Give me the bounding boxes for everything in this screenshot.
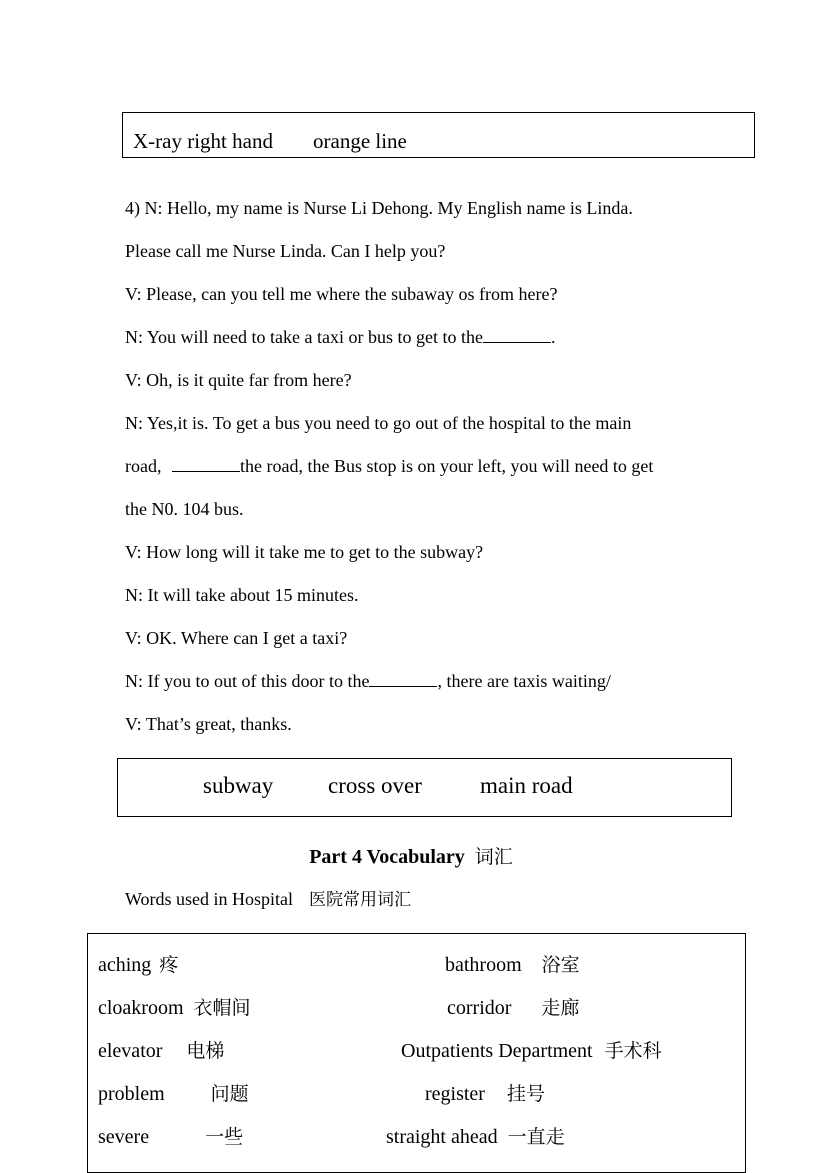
dialogue-line: 4) N: Hello, my name is Nurse Li Dehong. My English name is Linda. bbox=[125, 198, 633, 218]
section-heading bbox=[0, 842, 822, 869]
dialogue-line: N: If you to out of this door to the , there are taxis waiting/ bbox=[125, 671, 611, 691]
dialogue-line: V: That’s great, thanks. bbox=[125, 714, 292, 734]
vocab-item: corridor 走廊 bbox=[447, 997, 580, 1019]
dialogue-line: V: How long will it take me to get to the subway? bbox=[125, 542, 484, 562]
box2-word-3: main road bbox=[480, 773, 573, 798]
vocab-item: aching 疼 bbox=[98, 954, 179, 976]
vocab-item: register 挂号 bbox=[425, 1083, 545, 1105]
answer-box-1 bbox=[122, 112, 755, 158]
box1-word-2: orange line bbox=[313, 129, 407, 153]
box1-word-1: X-ray right hand bbox=[133, 129, 273, 153]
box2-word-2: cross over bbox=[328, 773, 422, 798]
fill-blank bbox=[172, 470, 240, 472]
dialogue-line: V: Oh, is it quite far from here? bbox=[125, 370, 352, 390]
heading-chinese: 词汇 bbox=[474, 846, 513, 868]
vocab-item: Outpatients Department 手术科 bbox=[401, 1040, 662, 1062]
answer-box-2 bbox=[117, 758, 732, 817]
dialogue-line: N: Yes,it is. To get a bus you need to go out of the hospital to the main bbox=[125, 413, 632, 433]
dialogue-line: Please call me Nurse Linda. Can I help you? bbox=[125, 241, 446, 261]
dialogue-line: the N0. 104 bus. bbox=[125, 499, 244, 519]
fill-blank bbox=[483, 341, 551, 343]
vocab-item: problem 问题 bbox=[98, 1083, 249, 1105]
dialogue-line: N: It will take about 15 minutes. bbox=[125, 585, 359, 605]
heading-english: Part 4 Vocabulary bbox=[309, 846, 465, 868]
dialogue-line: road, the road, the Bus stop is on your left, you will need to get bbox=[125, 456, 654, 476]
subheading bbox=[125, 885, 411, 910]
dialogue-line: V: OK. Where can I get a taxi? bbox=[125, 628, 348, 648]
box2-word-1: subway bbox=[203, 773, 274, 798]
vocab-item: elevator 电梯 bbox=[98, 1040, 225, 1062]
dialogue-line: V: Please, can you tell me where the subaway os from here? bbox=[125, 284, 558, 304]
subheading-chinese: 医院常用词汇 bbox=[309, 890, 412, 910]
vocab-item: cloakroom 衣帽间 bbox=[98, 997, 251, 1019]
fill-blank bbox=[369, 685, 437, 687]
vocab-item: bathroom 浴室 bbox=[445, 954, 580, 976]
dialogue-line: N: You will need to take a taxi or bus to get to the . bbox=[125, 327, 556, 347]
vocab-item: severe 一些 bbox=[98, 1126, 244, 1148]
vocab-item: straight ahead 一直走 bbox=[386, 1126, 565, 1148]
subheading-english: Words used in Hospital bbox=[125, 889, 294, 909]
vocabulary-table bbox=[87, 933, 746, 1173]
